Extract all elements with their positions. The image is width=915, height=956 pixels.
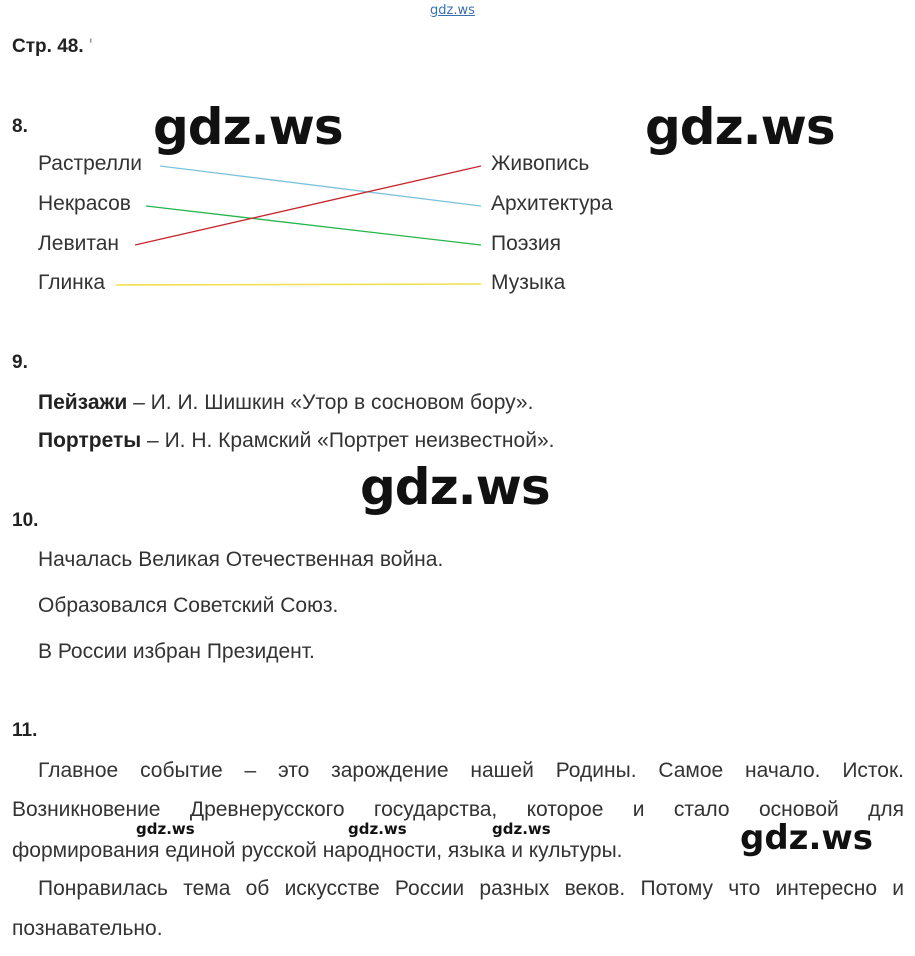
task-8-number: 8. <box>12 116 28 137</box>
task-9-item <box>38 390 533 416</box>
genre-example: – И. Н. Крамский «Портрет неизвестной». <box>141 429 555 452</box>
watermark: gdz.ws <box>360 458 550 516</box>
paragraph-line: Главное событие – это зарождение нашей Родины. Самое начало. Исток. <box>38 759 904 782</box>
task-9-number: 9. <box>12 352 28 373</box>
match-left-item: Левитан <box>38 232 120 255</box>
match-right-item: Музыка <box>491 271 566 294</box>
watermark: gdz.ws <box>645 98 835 156</box>
paragraph-line: Возникновение Древнерусского государства, которое и стало основой для <box>12 798 904 821</box>
event-line: Началась Великая Отечественная война. <box>38 548 444 571</box>
match-right-item: Живопись <box>491 152 590 175</box>
watermark: gdz.ws <box>153 98 343 156</box>
matching-lines <box>0 0 915 330</box>
match-line-levitan <box>135 166 481 245</box>
match-line-nekrasov <box>146 206 481 245</box>
event-line: В России избран Президент. <box>38 640 315 663</box>
match-left-item: Глинка <box>38 271 106 294</box>
match-right-item: Архитектура <box>491 192 613 215</box>
task-10-number: 10. <box>12 510 39 531</box>
match-line-rastrelli <box>160 166 481 206</box>
task-11-number: 11. <box>12 720 38 741</box>
genre-term: Пейзажи <box>38 391 128 414</box>
page-mark: ' <box>88 36 93 57</box>
genre-example: – И. И. Шишкин «Утор в сосновом бору». <box>127 391 534 414</box>
genre-term: Портреты <box>38 429 142 452</box>
match-left-item: Растрелли <box>38 152 143 175</box>
paragraph-line: познавательно. <box>12 917 163 940</box>
task-9-item <box>38 428 554 454</box>
watermark: gdz.ws <box>492 820 551 838</box>
match-right-item: Поэзия <box>491 232 561 255</box>
page-number: Стр. 48. <box>12 36 84 57</box>
site-link[interactable]: gdz.ws <box>430 3 475 18</box>
watermark: gdz.ws <box>348 820 407 838</box>
paragraph-line: Понравилась тема об искусстве России разных веков. Потому что интересно и <box>38 877 904 900</box>
paragraph-line: формирования единой русской народности, языка и культуры. <box>12 839 623 862</box>
event-line: Образовался Советский Союз. <box>38 594 339 617</box>
match-left-item: Некрасов <box>38 192 131 215</box>
watermark: gdz.ws <box>740 818 874 858</box>
match-line-glinka <box>116 284 481 285</box>
watermark: gdz.ws <box>136 820 195 838</box>
